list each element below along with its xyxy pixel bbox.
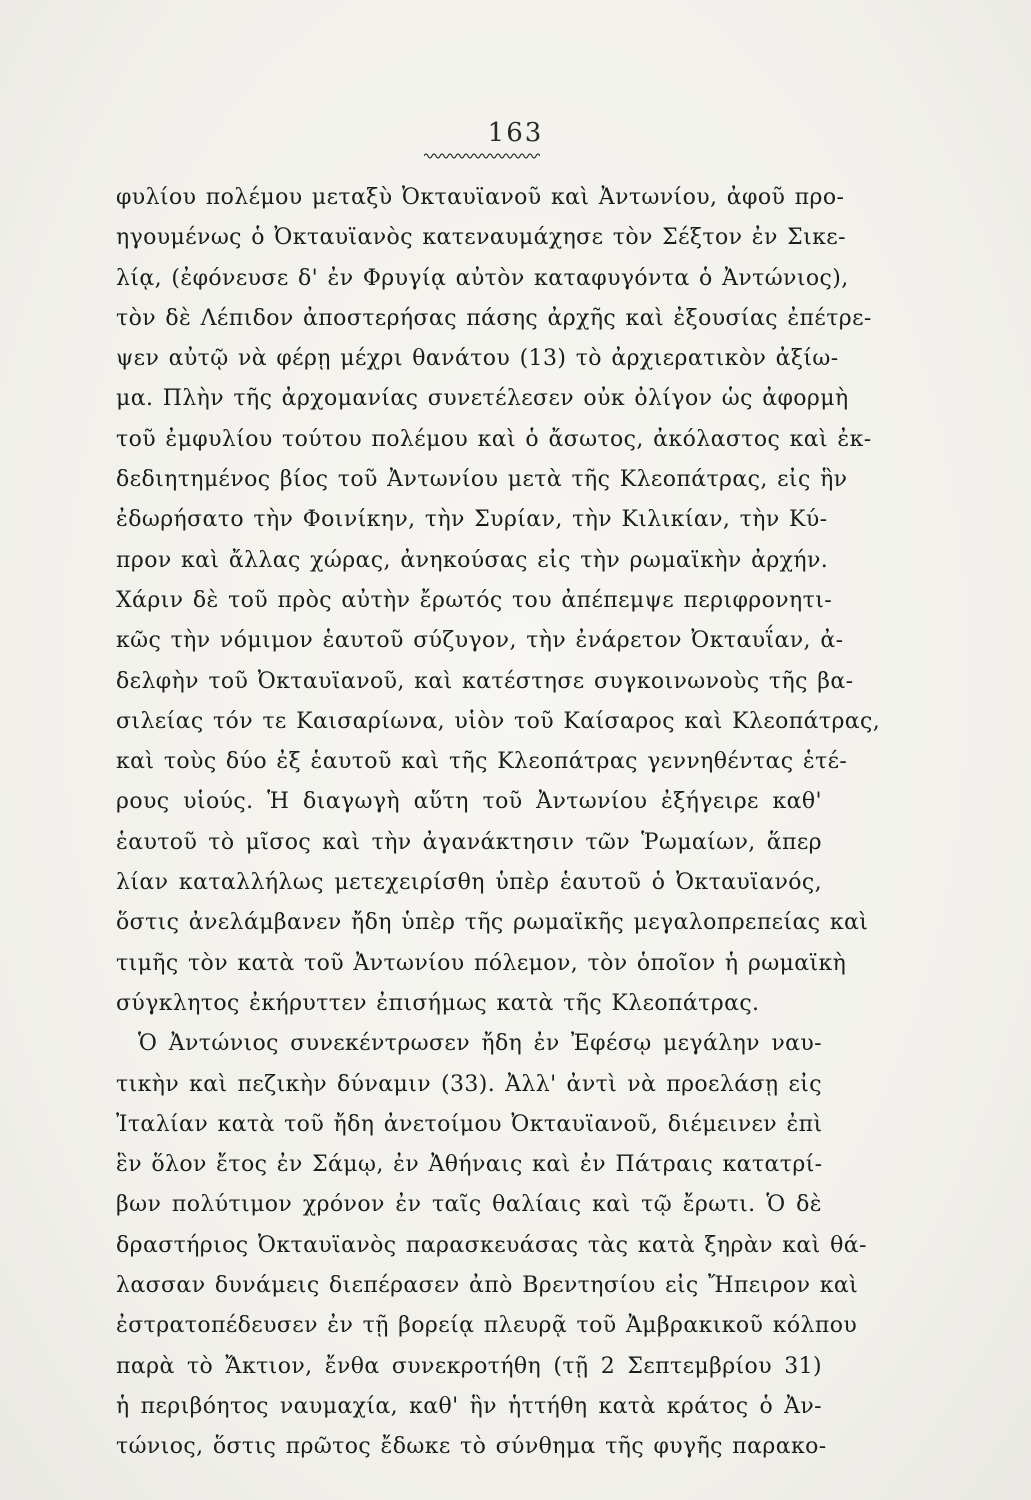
text-line: παρὰ τὸ Ἄκτιον, ἔνθα συνεκροτήθη (τῇ 2 Σεπτεμβρίου 31) <box>116 1353 822 1379</box>
text-line: μα. Πλὴν τῆς ἀρχομανίας συνετέλεσεν οὐκ ὀλίγον ὡς ἀφορμὴ <box>116 386 849 412</box>
text-line: λίαν καταλλήλως μετεχειρίσθη ὑπὲρ ἑαυτοῦ ὁ Ὀκταυϊανός, <box>116 870 822 896</box>
text-line: ηγουμένως ὁ Ὀκταυϊανὸς κατεναυμάχησε τὸν Σέξτον ἐν Σικε- <box>116 225 846 251</box>
text-line: τώνιος, ὅστις πρῶτος ἔδωκε τὸ σύνθημα τῆς φυγῆς παρακο- <box>116 1434 827 1460</box>
text-line: τὸν δὲ Λέπιδον ἀποστερήσας πάσης ἀρχῆς καὶ ἐξουσίας ἐπέτρε- <box>116 305 872 331</box>
body-text <box>116 178 881 1468</box>
text-line: ἑαυτοῦ τὸ μῖσος καὶ τὴν ἀγανάκτησιν τῶν Ῥωμαίων, ἅπερ <box>116 829 822 855</box>
text-line: Χάριν δὲ τοῦ πρὸς αὐτὴν ἔρωτός του ἀπέπεμψε περιφρονητι- <box>116 587 833 613</box>
text-line: ψεν αὐτῷ νὰ φέρῃ μέχρι θανάτου (13) τὸ ἀρχιερατικὸν ἀξίω- <box>116 346 839 372</box>
text-line: Ἰταλίαν κατὰ τοῦ ἤδη ἀνετοίμου Ὀκταυϊανοῦ, διέμεινεν ἐπὶ <box>116 1111 823 1137</box>
text-line: δραστήριος Ὀκταυϊανὸς παρασκευάσας τὰς κατὰ ξηρὰν καὶ θά- <box>116 1232 867 1258</box>
text-line: κῶς τὴν νόμιμον ἑαυτοῦ σύζυγον, τὴν ἐνάρετον Ὀκταυΐαν, ἀ- <box>116 628 844 654</box>
text-line: δεδιητημένος βίος τοῦ Ἀντωνίου μετὰ τῆς Κλεοπάτρας, εἰς ἣν <box>116 467 848 493</box>
text-line: τικὴν καὶ πεζικὴν δύναμιν (33). Ἀλλ' ἀντὶ νὰ προελάσῃ εἰς <box>116 1071 822 1097</box>
text-line: δελφὴν τοῦ Ὀκταυϊανοῦ, καὶ κατέστησε συγκοινωνοὺς τῆς βα- <box>116 668 854 694</box>
text-line-paragraph-start: Ὁ Ἀντώνιος συνεκέντρωσεν ἤδη ἐν Ἐφέσῳ μεγάλην ναυ- <box>138 1031 822 1057</box>
text-line: ὅστις ἀνελάμβανεν ἤδη ὑπὲρ τῆς ρωμαϊκῆς μεγαλοπρεπείας καὶ <box>116 910 869 936</box>
text-line: τοῦ ἐμφυλίου τούτου πολέμου καὶ ὁ ἄσωτος, ἀκόλαστος καὶ ἐκ- <box>116 426 872 452</box>
text-line: λασσαν δυνάμεις διεπέρασεν ἀπὸ Βρεντησίου εἰς Ἤπειρον καὶ <box>116 1273 859 1299</box>
text-line: καὶ τοὺς δύο ἐξ ἑαυτοῦ καὶ τῆς Κλεοπάτρας γεννηθέντας ἑτέ- <box>116 749 848 775</box>
text-line: σιλείας τόν τε Καισαρίωνα, υἱὸν τοῦ Καίσαρος καὶ Κλεοπάτρας, <box>116 708 881 734</box>
text-line: ἐδωρήσατο τὴν Φοινίκην, τὴν Συρίαν, τὴν Κιλικίαν, τὴν Κύ- <box>116 507 828 533</box>
text-line: φυλίου πολέμου μεταξὺ Ὀκταυϊανοῦ καὶ Ἀντωνίου, ἀφοῦ προ- <box>116 185 845 210</box>
text-line: ἡ περιβόητος ναυμαχία, καθ' ἣν ἡττήθη κατὰ κράτος ὁ Ἀν- <box>116 1393 822 1419</box>
text-line: βων πολύτιμον χρόνον ἐν ταῖς θαλίαις καὶ τῷ ἔρωτι. Ὁ δὲ <box>116 1192 822 1218</box>
text-line: ἐστρατοπέδευσεν ἐν τῇ βορείᾳ πλευρᾷ τοῦ Ἀμβρακικοῦ κόλπου <box>116 1313 858 1339</box>
text-line: ρους υἱούς. Ἡ διαγωγὴ αὕτη τοῦ Ἀντωνίου ἐξήγειρε καθ' <box>116 789 822 815</box>
wavy-rule-ornament <box>424 152 540 160</box>
text-line-paragraph-end: σύγκλητος ἐκήρυττεν ἐπισήμως κατὰ τῆς Κλεοπάτρας. <box>116 990 760 1016</box>
text-line: ἓν ὅλον ἔτος ἐν Σάμῳ, ἐν Ἀθήναις καὶ ἐν Πάτραις κατατρί- <box>116 1152 823 1178</box>
page-number: 163 <box>487 118 544 148</box>
text-line: τιμῆς τὸν κατὰ τοῦ Ἀντωνίου πόλεμον, τὸν ὁποῖον ἡ ρωμαϊκὴ <box>116 950 847 976</box>
text-line: προν καὶ ἄλλας χώρας, ἀνηκούσας εἰς τὴν ρωμαϊκὴν ἀρχήν. <box>116 547 829 573</box>
text-line: λίᾳ, (ἐφόνευσε δ' ἐν Φρυγίᾳ αὐτὸν καταφυγόντα ὁ Ἀντώνιος), <box>116 265 849 291</box>
